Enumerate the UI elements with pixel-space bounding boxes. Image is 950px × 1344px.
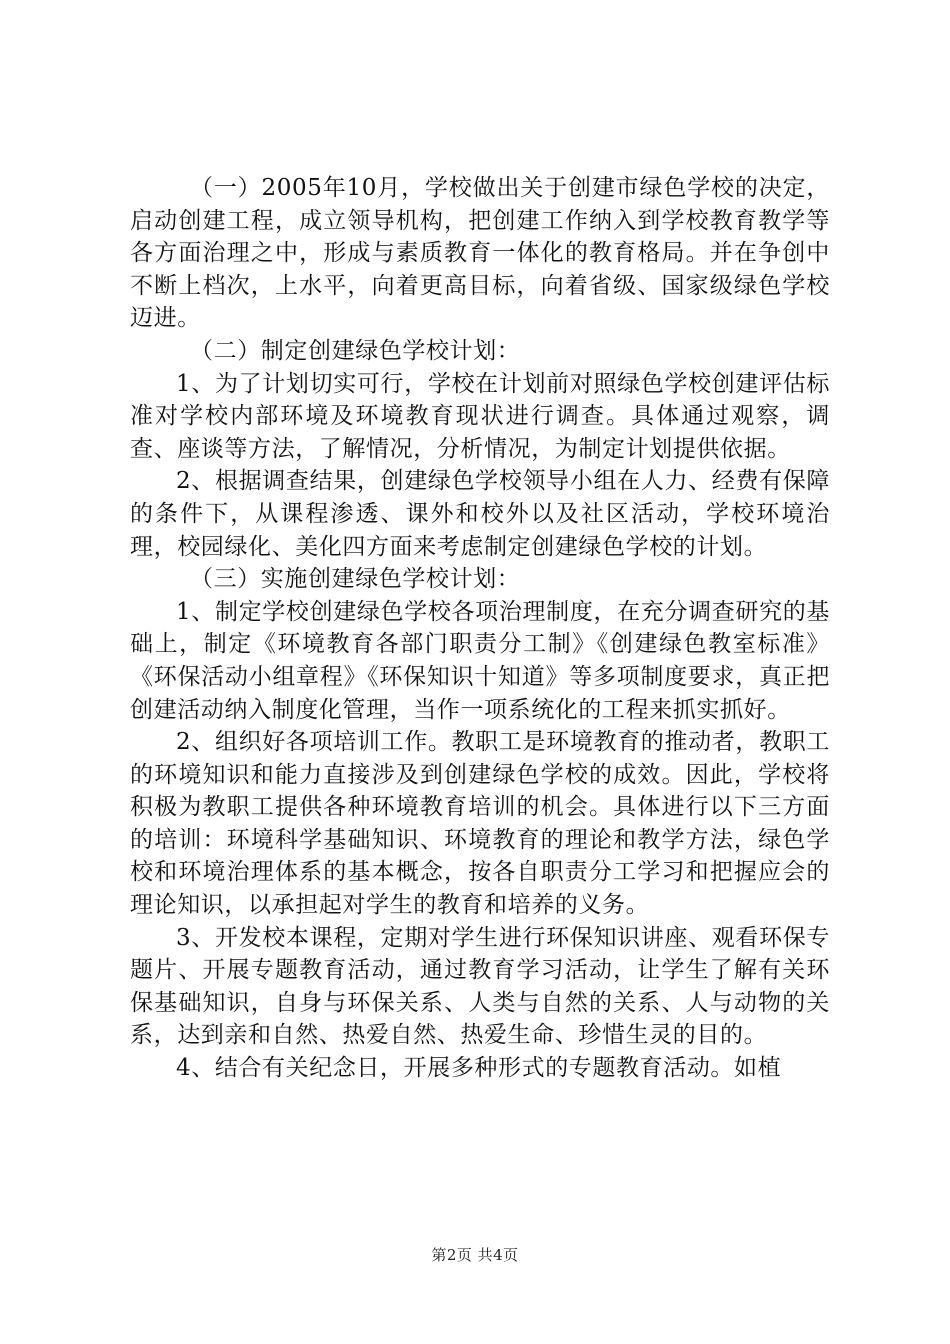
document-body bbox=[130, 172, 830, 1085]
paragraph-section-1: （一）2005年10月，学校做出关于创建市绿色学校的决定，启动创建工程，成立领导机构，把创建工作纳入到学校教育教学等各方面治理之中，形成与素质教育一体化的教育格局。并在争创中不断上档次，上水平，向着更高目标，向着省级、国家级绿色学校迈进。 bbox=[130, 175, 830, 332]
paragraph-item-3-3: 3、开发校本课程，定期对学生进行环保知识讲座、观看环保专题片、开展专题教育活动，通过教育学习活动，让学生了解有关环保基础知识，自身与环保关系、人类与自然的关系、人与动物的关系，达到亲和自然、热爱自然、热爱生命、珍惜生灵的目的。 bbox=[130, 924, 830, 1049]
page-number-footer: 第2页 共4页 bbox=[431, 1246, 519, 1264]
heading-section-2: （二）制定创建绿色学校计划： bbox=[190, 337, 521, 364]
heading-section-3: （三）实施创建绿色学校计划： bbox=[190, 566, 521, 593]
paragraph-item-3-4: 4、结合有关纪念日，开展多种形式的专题教育活动。如植 bbox=[176, 1055, 782, 1082]
paragraph-item-3-2: 2、组织好各项培训工作。教职工是环境教育的推动者，教职工的环境知识和能力直接涉及到创建绿色学校的成效。因此，学校将积极为教职工提供各种环境教育培训的机会。具体进行以下三方面的培训：环境科学基础知识、环境教育的理论和教学方法，绿色学校和环境治理体系的基本概念，按各自职责分工学习和把握应会的理论知识，以承担起对学生的教育和培养的义务。 bbox=[130, 729, 830, 919]
paragraph-item-2-1: 1、为了计划切实可行，学校在计划前对照绿色学校创建评估标准对学校内部环境及环境教育现状进行调查。具体通过观察，调查、座谈等方法，了解情况，分析情况，为制定计划提供依据。 bbox=[130, 370, 830, 462]
paragraph-item-2-2: 2、根据调查结果，创建绿色学校领导小组在人力、经费有保障的条件下，从课程渗透、课外和校外以及社区活动，学校环境治理，校园绿化、美化四方面来考虑制定创建绿色学校的计划。 bbox=[130, 468, 830, 560]
paragraph-item-3-1: 1、制定学校创建绿色学校各项治理制度，在充分调查研究的基础上，制定《环境教育各部门职责分工制》《创建绿色教室标准》《环保活动小组章程》《环保知识十知道》等多项制度要求，真正把创建活动纳入制度化管理，当作一项系统化的工程来抓实抓好。 bbox=[130, 598, 830, 723]
